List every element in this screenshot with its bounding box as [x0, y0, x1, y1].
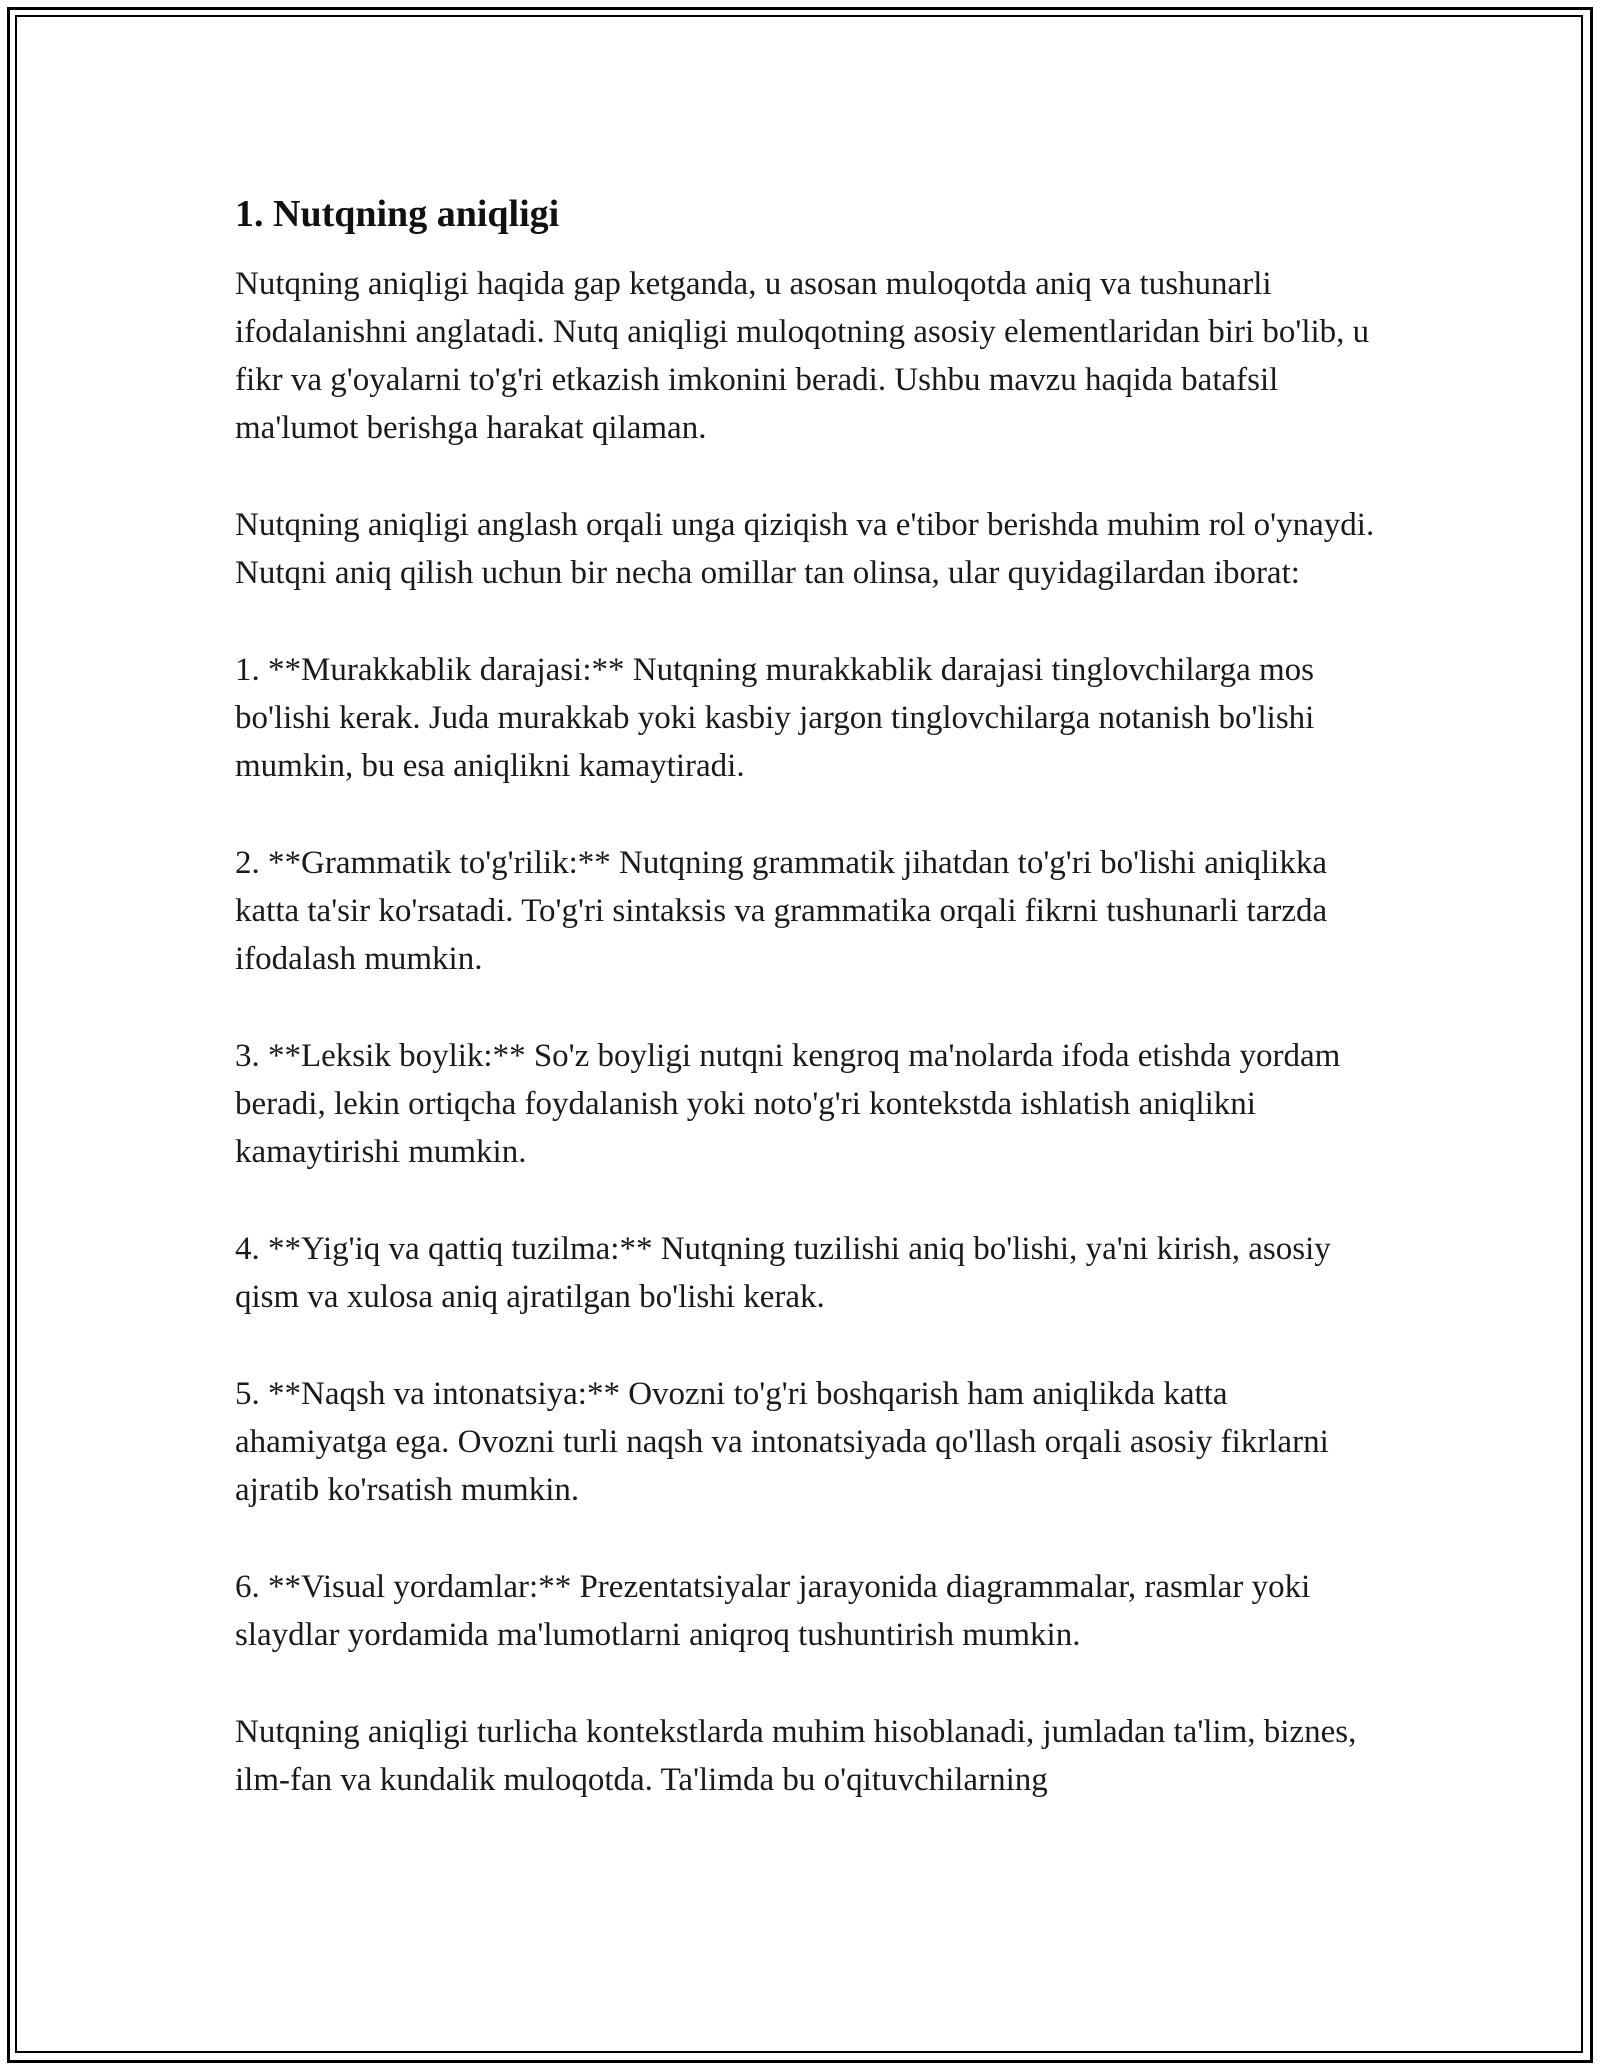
section-heading: 1. Nutqning aniqligi: [235, 193, 560, 235]
list-item-visual-aids: 6. **Visual yordamlar:** Prezentatsiyalar jarayonida diagrammalar, rasmlar yoki slaydlar yordamida ma'lumotlarni aniqroq tushuntirish mumkin.: [235, 1569, 1311, 1653]
document-body: [235, 190, 1375, 1804]
list-item-structure: 4. **Yig'iq va qattiq tuzilma:** Nutqning tuzilishi aniq bo'lishi, ya'ni kirish, asosiy qism va xulosa aniq ajratilgan bo'lishi kerak.: [235, 1231, 1331, 1315]
list-item-intonation: 5. **Naqsh va intonatsiya:** Ovozni to'g'ri boshqarish ham aniqlikda katta ahamiyatga ega. Ovozni turli naqsh va intonatsiyada qo'llash orqali asosiy fikrlarni ajratib ko'rsatish mumkin.: [235, 1376, 1329, 1508]
list-item-grammar: 2. **Grammatik to'g'rilik:** Nutqning grammatik jihatdan to'g'ri bo'lishi aniqlikka katta ta'sir ko'rsatadi. To'g'ri sintaksis va grammatika orqali fikrni tushunarli tarzda ifodalash mumkin.: [235, 845, 1328, 977]
paragraph-intro: Nutqning aniqligi haqida gap ketganda, u asosan muloqotda aniq va tushunarli ifodalanishni anglatadi. Nutq aniqligi muloqotning asosiy elementlaridan biri bo'lib, u fikr va g'oyalarni to'g'ri etkazish imkonini beradi. Ushbu mavzu haqida batafsil ma'lumot berishga harakat qilaman.: [235, 266, 1370, 446]
paragraph-contexts: Nutqning aniqligi turlicha kontekstlarda muhim hisoblanadi, jumladan ta'lim, biznes, ilm-fan va kundalik muloqotda. Ta'limda bu o'qituvchilarning: [235, 1714, 1357, 1798]
paragraph-factors-intro: Nutqning aniqligi anglash orqali unga qiziqish va e'tibor berishda muhim rol o'ynaydi. Nutqni aniq qilish uchun bir necha omillar tan olinsa, ular quyidagilardan iborat:: [235, 507, 1375, 591]
list-item-lexical: 3. **Leksik boylik:** So'z boyligi nutqni kengroq ma'nolarda ifoda etishda yordam beradi, lekin ortiqcha foydalanish yoki noto'g'ri kontekstda ishlatish aniqlikni kamaytirishi mumkin.: [235, 1038, 1341, 1170]
list-item-complexity: 1. **Murakkablik darajasi:** Nutqning murakkablik darajasi tinglovchilarga mos bo'lishi kerak. Juda murakkab yoki kasbiy jargon tinglovchilarga notanish bo'lishi mumkin, bu esa aniqlikni kamaytiradi.: [235, 652, 1315, 784]
